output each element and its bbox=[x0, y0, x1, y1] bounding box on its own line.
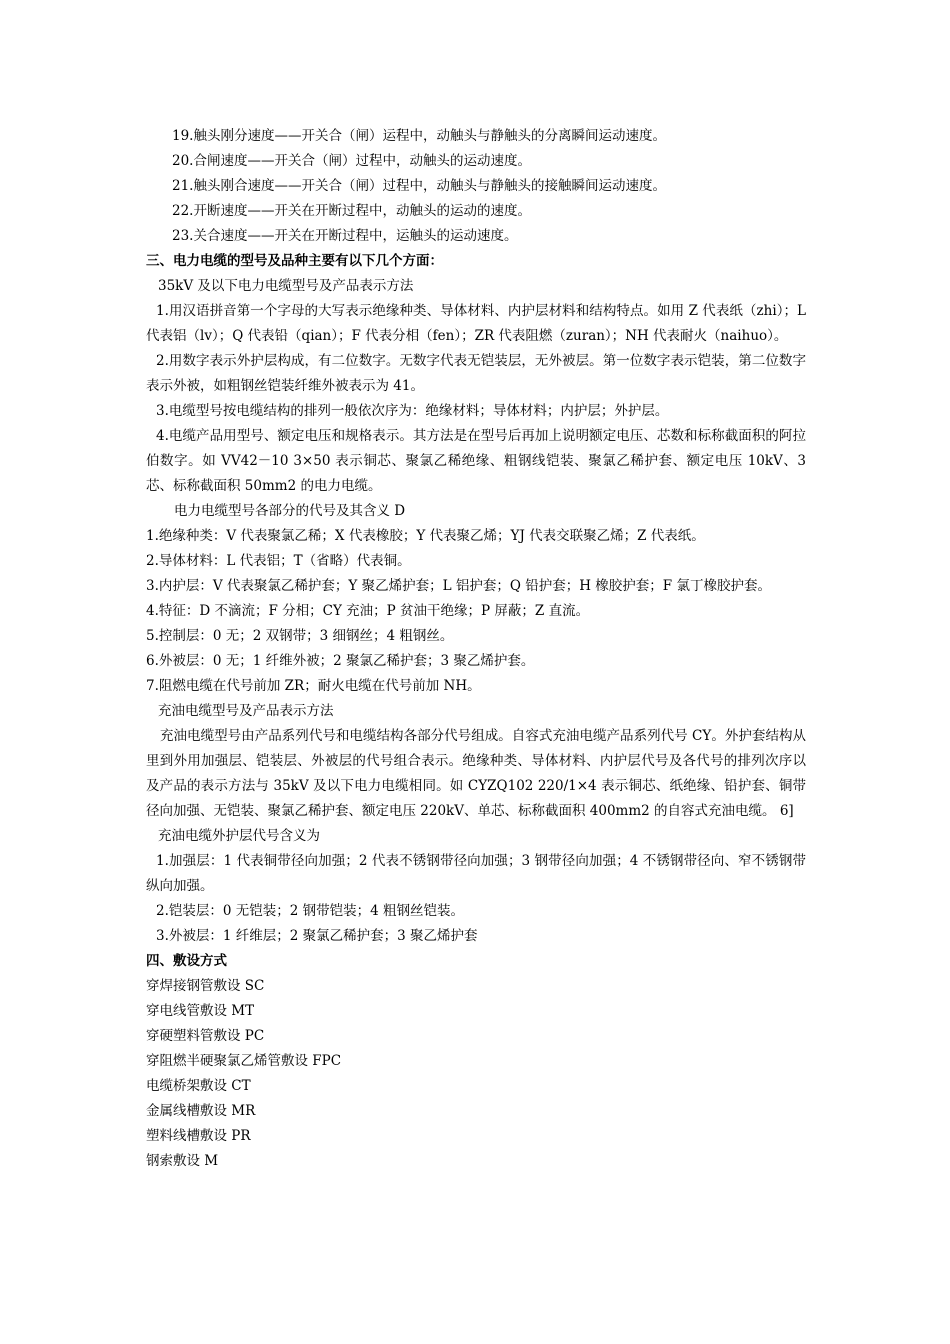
paragraph: 4.电缆产品用型号、额定电压和规格表示。其方法是在型号后再加上说明额定电压、芯数和标称截面积的阿拉伯数字。如 VV42－10 3×50 表示铜芯、聚氯乙稀绝缘、粗钢线铠装、聚氯乙稀护套、额定电压 10kV、3 芯、标称截面积 50mm2 的电力电缆。 bbox=[146, 428, 806, 494]
list-item: 19.触头刚分速度——开关合（闸）运程中，动触头与静触头的分离瞬间运动速度。 bbox=[172, 128, 666, 144]
subsection-title: 电力电缆型号各部分的代号及其含义 D bbox=[174, 503, 406, 519]
subsection-title: 充油电缆型号及产品表示方法 bbox=[158, 703, 334, 719]
list-item: 穿硬塑料管敷设 PC bbox=[146, 1028, 265, 1044]
paragraph: 3.电缆型号按电缆结构的排列一般依次序为：绝缘材料；导体材料；内护层；外护层。 bbox=[156, 403, 669, 419]
list-item: 穿电线管敷设 MT bbox=[146, 1003, 255, 1019]
list-item: 金属线槽敷设 MR bbox=[146, 1103, 256, 1119]
list-item: 塑料线槽敷设 PR bbox=[146, 1128, 251, 1144]
list-item: 钢索敷设 M bbox=[146, 1153, 219, 1169]
section-heading: 三、电力电缆的型号及品种主要有以下几个方面： bbox=[146, 253, 443, 269]
subsection-title: 35kV 及以下电力电缆型号及产品表示方法 bbox=[158, 278, 414, 294]
list-item: 6.外被层：0 无；1 纤维外被；2 聚氯乙稀护套；3 聚乙烯护套。 bbox=[146, 653, 535, 669]
subsection-title: 充油电缆外护层代号含义为 bbox=[158, 828, 320, 844]
list-item: 电缆桥架敷设 CT bbox=[146, 1078, 251, 1094]
list-item: 3.外被层：1 纤维层；2 聚氯乙稀护套；3 聚乙烯护套 bbox=[156, 928, 478, 944]
list-item: 22.开断速度——开关在开断过程中，动触头的运动的速度。 bbox=[172, 203, 531, 219]
paragraph: 2.用数字表示外护层构成，有二位数字。无数字代表无铠装层，无外被层。第一位数字表示铠装，第二位数字表示外被，如粗钢丝铠装纤维外被表示为 41。 bbox=[146, 353, 806, 394]
list-item: 7.阻燃电缆在代号前加 ZR；耐火电缆在代号前加 NH。 bbox=[146, 678, 481, 694]
list-item: 21.触头刚合速度——开关合（闸）过程中，动触头与静触头的接触瞬间运动速度。 bbox=[172, 178, 666, 194]
list-item: 3.内护层：V 代表聚氯乙稀护套；Y 聚乙烯护套；L 铝护套；Q 铅护套；H 橡胶护套；F 氯丁橡胶护套。 bbox=[146, 578, 771, 594]
paragraph: 充油电缆型号由产品系列代号和电缆结构各部分代号组成。自容式充油电缆产品系列代号 CY。外护套结构从里到外用加强层、铠装层、外被层的代号组合表示。绝缘种类、导体材料、内护层代号及各代号的排列次序以及产品的表示方法与 35kV 及以下电力电缆相同。如 CYZQ102 220/1×4 表示铜芯、纸绝缘、铅护套、铜带径向加强、无铠装、聚氯乙稀护套、额定电压 220kV、单芯、标称截面积 400mm2 的自容式充油电缆。 6] bbox=[146, 728, 806, 819]
list-item: 2.铠装层：0 无铠装；2 钢带铠装；4 粗钢丝铠装。 bbox=[156, 903, 465, 919]
document-body bbox=[146, 124, 806, 1174]
list-item: 2.导体材料：L 代表铝；T（省略）代表铜。 bbox=[146, 553, 411, 569]
list-item: 5.控制层：0 无；2 双钢带；3 细钢丝；4 粗钢丝。 bbox=[146, 628, 454, 644]
paragraph: 1.用汉语拼音第一个字母的大写表示绝缘种类、导体材料、内护层材料和结构特点。如用 Z 代表纸（zhi）；L 代表铝（lv）；Q 代表铅（qian）；F 代表分相（fen）；ZR 代表阻燃（zuran）；NH 代表耐火（naihuo）。 bbox=[146, 303, 806, 344]
list-item: 23.关合速度——开关在开断过程中，运触头的运动速度。 bbox=[172, 228, 518, 244]
list-item: 1.加强层：1 代表铜带径向加强；2 代表不锈钢带径向加强；3 钢带径向加强；4 不锈钢带径向、窄不锈钢带纵向加强。 bbox=[146, 853, 806, 894]
list-item: 4.特征：D 不滴流；F 分相；CY 充油；P 贫油干绝缘；P 屏蔽；Z 直流。 bbox=[146, 603, 590, 619]
list-item: 穿焊接钢管敷设 SC bbox=[146, 978, 265, 994]
list-item: 20.合闸速度——开关合（闸）过程中，动触头的运动速度。 bbox=[172, 153, 531, 169]
list-item: 穿阻燃半硬聚氯乙烯管敷设 FPC bbox=[146, 1053, 342, 1069]
section-heading: 四、敷设方式 bbox=[146, 953, 227, 969]
list-item: 1.绝缘种类：V 代表聚氯乙稀；X 代表橡胶；Y 代表聚乙烯；YJ 代表交联聚乙烯；Z 代表纸。 bbox=[146, 528, 705, 544]
